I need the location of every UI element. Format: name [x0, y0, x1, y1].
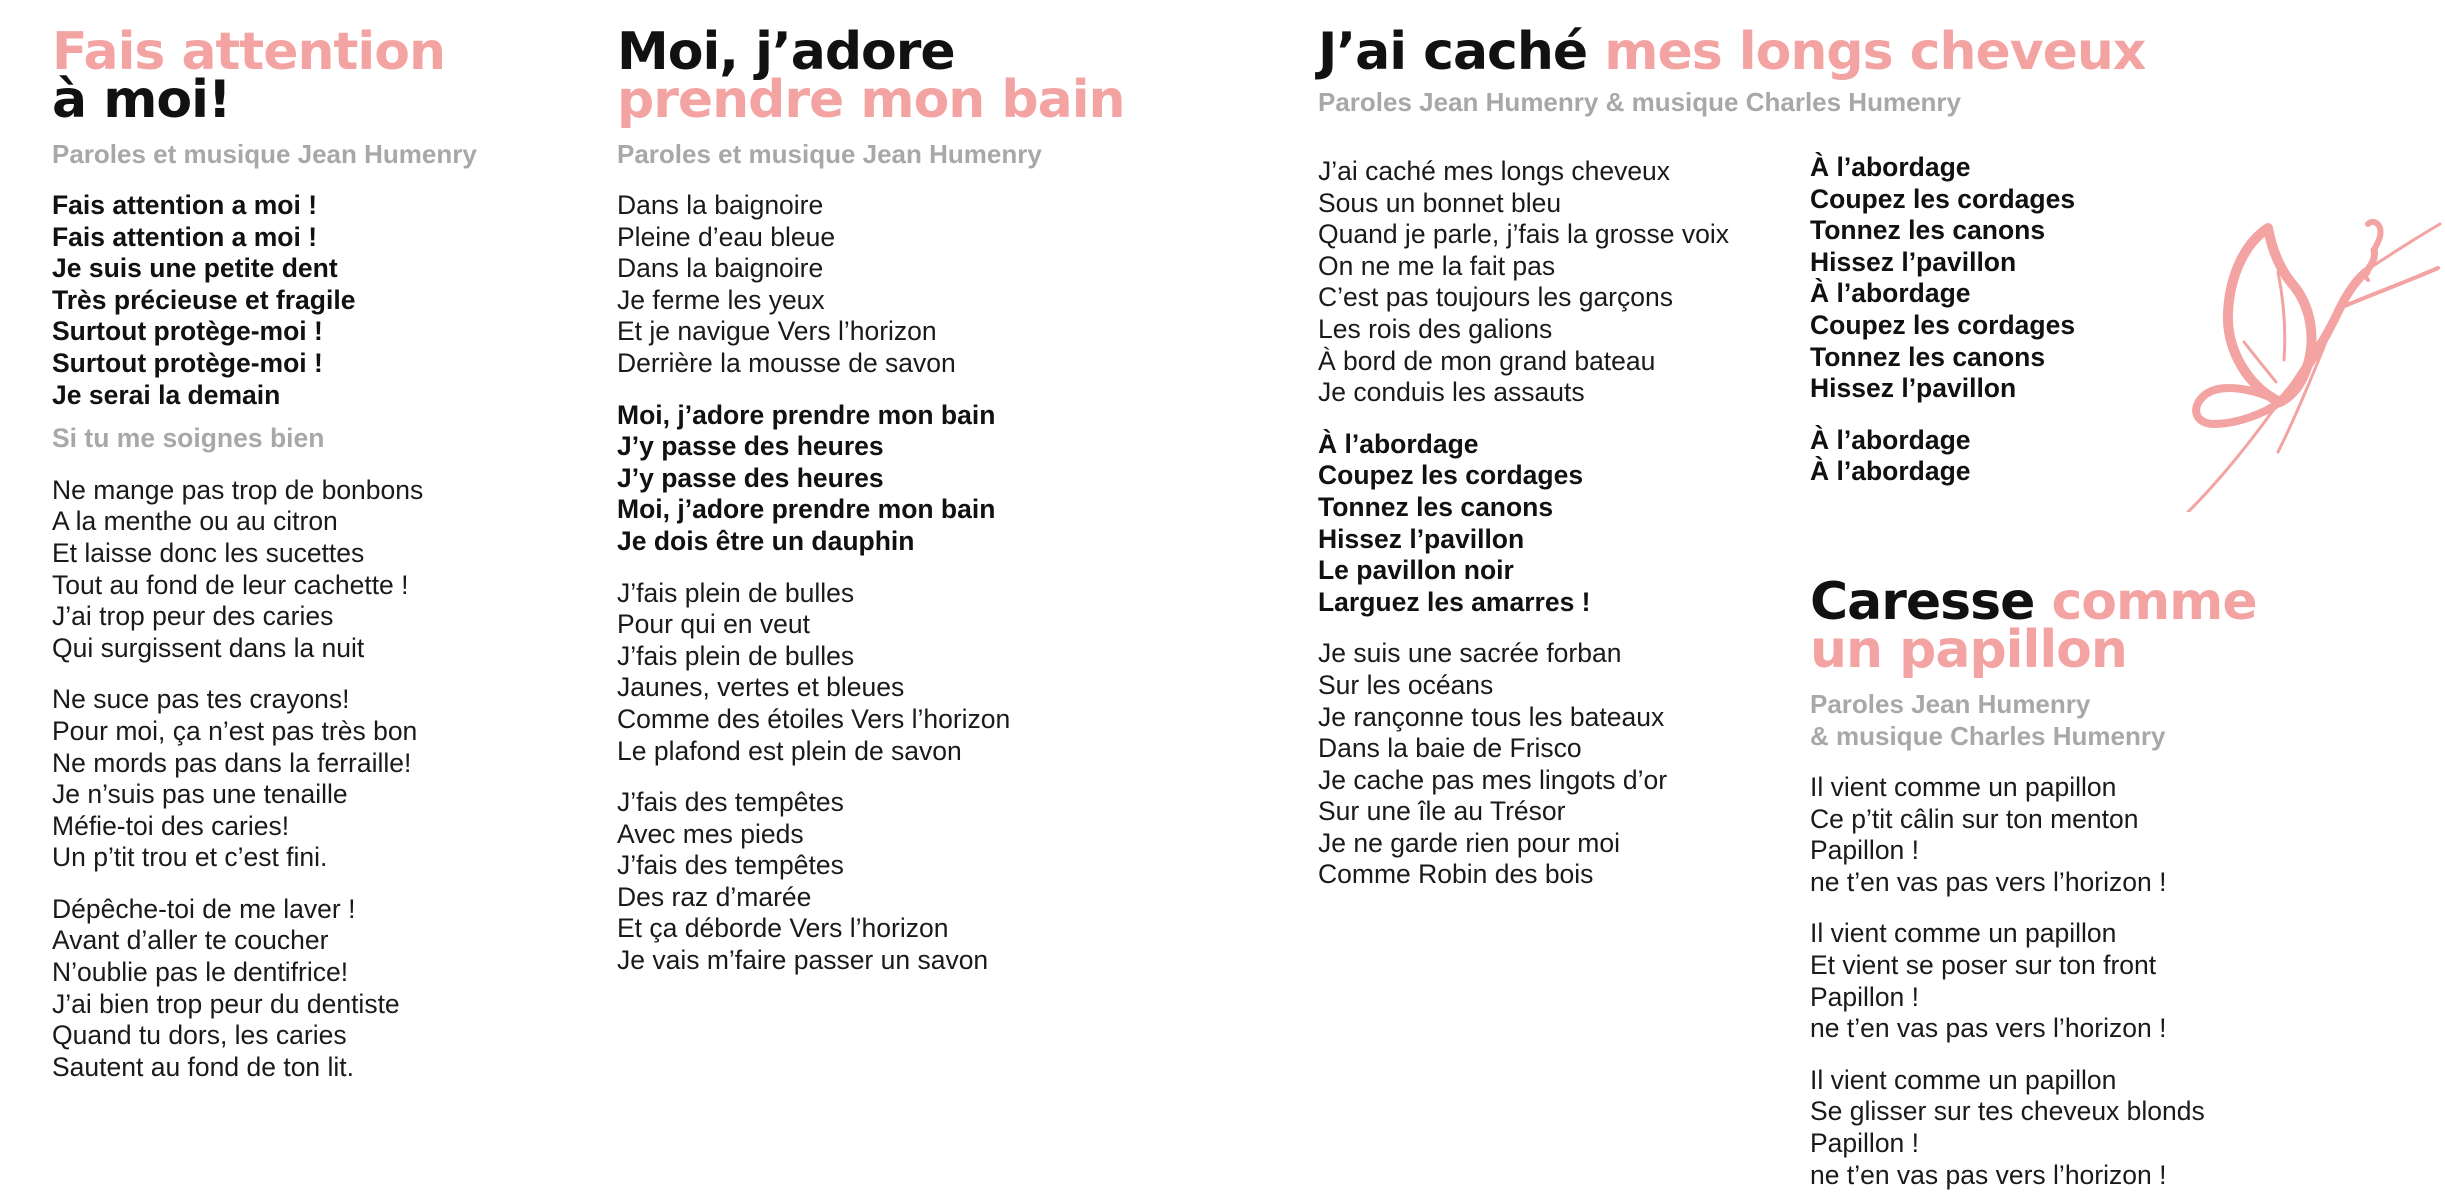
lyric-line: Moi, j’adore prendre mon bain	[617, 494, 996, 525]
lyric-line: Tonnez les canons	[1810, 215, 2046, 246]
lyric-line: J’y passe des heures	[617, 431, 884, 462]
lyric-line: Sautent au fond de ton lit.	[52, 1051, 355, 1082]
lyric-line: Je vais m’faire passer un savon	[617, 945, 989, 976]
lyric-line: Moi, j’adore prendre mon bain	[617, 399, 996, 430]
lyric-line: Surtout protège-moi !	[52, 316, 323, 347]
song-title-main: à moi!	[52, 70, 231, 130]
song-title-accent: Fais attention	[52, 22, 445, 82]
lyric-line: Ce p’tit câlin sur ton menton	[1810, 803, 2139, 834]
song-title-main: J’ai caché	[1318, 22, 1588, 82]
verse	[52, 894, 572, 1084]
song-title-main: Moi, j’adore	[617, 22, 955, 82]
lyric-line: Coupez les cordages	[1318, 460, 1584, 491]
lyric-line: J’fais des tempêtes	[617, 787, 844, 818]
song-bain	[617, 22, 1137, 977]
lyric-line: Si tu me soignes bien	[52, 423, 325, 454]
chorus	[617, 400, 1137, 558]
lyric-line: Pleine d’eau bleue	[617, 221, 836, 252]
lyric-line: J’ai caché mes longs cheveux	[1318, 156, 1671, 186]
lyric-line: J’fais plein de bulles	[617, 577, 855, 608]
verse	[1810, 918, 2370, 1044]
chorus	[1810, 425, 2230, 488]
song-title-main: Caresse	[1810, 572, 2035, 632]
song-papillon	[1810, 572, 2370, 1191]
lyric-line: ne t’en vas pas vers l’horizon !	[1810, 1013, 2167, 1044]
lyric-line: Tout au fond de leur cachette !	[52, 569, 409, 600]
song-title-accent: un papillon	[1810, 620, 2127, 680]
lyric-line: Se glisser sur tes cheveux blonds	[1810, 1096, 2205, 1127]
lyric-line: Comme Robin des bois	[1318, 859, 1594, 890]
lyric-line: A la menthe ou au citron	[52, 506, 338, 537]
lyric-line: Sur les océans	[1318, 669, 1494, 700]
lyric-line: Dépêche-toi de me laver !	[52, 893, 356, 924]
lyric-line: Papillon !	[1810, 835, 1920, 866]
lyric-line: Sous un bonnet bleu	[1318, 187, 1562, 218]
lyric-line: Je n’suis pas une tenaille	[52, 779, 348, 810]
lyric-line: ne t’en vas pas vers l’horizon !	[1810, 1159, 2167, 1190]
lyric-line: Dans la baignoire	[617, 190, 824, 220]
lyric-line: Très précieuse et fragile	[52, 284, 356, 315]
lyric-line: Je rançonne tous les bateaux	[1318, 701, 1665, 732]
lyric-line: Un p’tit trou et c’est fini.	[52, 842, 328, 873]
lyric-line: À l’abordage	[1810, 152, 1971, 182]
lyric-line: Je ferme les yeux	[617, 284, 825, 315]
lyric-line: Le pavillon noir	[1318, 555, 1514, 586]
lyric-line: Je suis une sacrée forban	[1318, 638, 1622, 669]
song-cheveux-ending	[1810, 152, 2230, 488]
lyric-line: Je cache pas mes lingots d’or	[1318, 764, 1668, 795]
lyric-line: Papillon !	[1810, 981, 1920, 1012]
lyric-line: À l’abordage	[1810, 424, 1971, 455]
lyric-line: Comme des étoiles Vers l’horizon	[617, 703, 1011, 734]
lyric-line: Je dois être un dauphin	[617, 525, 915, 556]
verse	[617, 578, 1137, 768]
lyric-line: ne t’en vas pas vers l’horizon !	[1810, 866, 2167, 897]
song-title-accent: prendre mon bain	[617, 70, 1125, 130]
lyric-line: Le plafond est plein de savon	[617, 735, 962, 766]
lyric-line: Derrière la mousse de savon	[617, 347, 956, 378]
lyric-line: Ne mords pas dans la ferraille!	[52, 747, 412, 778]
credits-lyrics: Paroles Jean Humenry	[1810, 689, 2091, 719]
song-title	[1810, 572, 2370, 680]
song-credits: Paroles Jean Humenry & musique Charles Humenry	[1318, 87, 1962, 117]
lyric-line: Tonnez les canons	[1810, 341, 2046, 372]
lyric-line: Méfie-toi des caries!	[52, 810, 290, 841]
chorus	[52, 190, 572, 411]
verse	[1810, 772, 2370, 898]
song-title-accent: comme	[2051, 572, 2257, 632]
song-credits: Paroles et musique Jean Humenry	[52, 139, 477, 169]
lyric-line: Quand tu dors, les caries	[52, 1020, 347, 1051]
verse	[617, 190, 1137, 380]
lyric-line: On ne me la fait pas	[1318, 250, 1556, 281]
lyric-line: Hissez l’pavillon	[1318, 523, 1525, 554]
verse	[1810, 1065, 2370, 1191]
song-credits: Paroles et musique Jean Humenry	[617, 139, 1042, 169]
lyric-line: Et laisse donc les sucettes	[52, 537, 365, 568]
lyric-line: Je serai la demain	[52, 379, 281, 410]
lyric-line: Quand je parle, j’fais la grosse voix	[1318, 219, 1729, 250]
lyric-line: Et ça déborde Vers l’horizon	[617, 913, 949, 944]
lyric-line: Pour moi, ça n’est pas très bon	[52, 715, 418, 746]
chorus	[1810, 152, 2230, 405]
lyric-line: Dans la baie de Frisco	[1318, 733, 1582, 764]
aside-line	[52, 423, 572, 455]
lyric-line: À l’abordage	[1810, 278, 1971, 309]
lyric-line: Et je navigue Vers l’horizon	[617, 316, 937, 347]
lyric-line: Fais attention a moi !	[52, 221, 318, 252]
lyric-line: Et vient se poser sur ton front	[1810, 949, 2157, 980]
lyric-line: Larguez les amarres !	[1318, 586, 1591, 617]
lyric-line: Avant d’aller te coucher	[52, 925, 329, 956]
lyric-line: J’ai trop peur des caries	[52, 601, 334, 632]
butterfly-strokes	[2188, 222, 2440, 512]
lyric-line: Hissez l’pavillon	[1810, 373, 2017, 404]
credits-music: & musique Charles Humenry	[1810, 721, 2166, 751]
lyric-line: Les rois des galions	[1318, 313, 1553, 344]
lyric-line: À bord de mon grand bateau	[1318, 345, 1656, 376]
lyric-line: Fais attention a moi !	[52, 190, 318, 220]
lyric-line: Avec mes pieds	[617, 818, 804, 849]
lyric-line: C’est pas toujours les garçons	[1318, 282, 1673, 313]
lyric-line: J’ai bien trop peur du dentiste	[52, 988, 400, 1019]
lyric-line: Dans la baignoire	[617, 253, 824, 284]
butterfly-line	[2278, 272, 2285, 360]
lyric-line: J’fais des tempêtes	[617, 850, 844, 881]
lyric-line: À l’abordage	[1810, 456, 1971, 487]
lyric-line: Il vient comme un papillon	[1810, 772, 2117, 802]
lyric-line: J’fais plein de bulles	[617, 640, 855, 671]
song-title	[617, 22, 1137, 130]
lyric-line: Tonnez les canons	[1318, 491, 1554, 522]
lyric-line: Je suis une petite dent	[52, 253, 338, 284]
lyric-line: Sur une île au Trésor	[1318, 796, 1566, 827]
verse	[52, 684, 572, 874]
lyric-line: Ne mange pas trop de bonbons	[52, 474, 424, 505]
lyric-line: Surtout protège-moi !	[52, 347, 323, 378]
verse	[617, 787, 1137, 977]
song-title	[1318, 22, 2146, 82]
lyric-line: Jaunes, vertes et bleues	[617, 672, 905, 703]
lyric-line: Coupez les cordages	[1810, 309, 2076, 340]
lyric-line: N’oublie pas le dentifrice!	[52, 957, 349, 988]
lyric-line: Je conduis les assauts	[1318, 377, 1585, 408]
lyric-line: J’y passe des heures	[617, 462, 884, 493]
lyric-line: À l’abordage	[1318, 428, 1479, 459]
butterfly-antenna	[2368, 222, 2381, 250]
lyric-line: Il vient comme un papillon	[1810, 918, 2117, 949]
song-fais-attention	[52, 22, 572, 1083]
lyric-line: Qui surgissent dans la nuit	[52, 632, 365, 663]
lyric-line: Ne suce pas tes crayons!	[52, 684, 350, 715]
lyric-line: Pour qui en veut	[617, 609, 810, 640]
lyric-line: Je ne garde rien pour moi	[1318, 827, 1620, 858]
song-title-accent: mes longs cheveux	[1604, 22, 2146, 82]
lyric-line: Des raz d’marée	[617, 881, 812, 912]
lyric-line: Papillon !	[1810, 1127, 1920, 1158]
song-credits	[1810, 688, 2370, 752]
song-title	[52, 22, 572, 130]
lyric-line: Coupez les cordages	[1810, 183, 2076, 214]
verse	[52, 475, 572, 665]
butterfly-icon	[2168, 212, 2445, 512]
lyric-line: Hissez l’pavillon	[1810, 246, 2017, 277]
lyric-line: Il vient comme un papillon	[1810, 1064, 2117, 1095]
